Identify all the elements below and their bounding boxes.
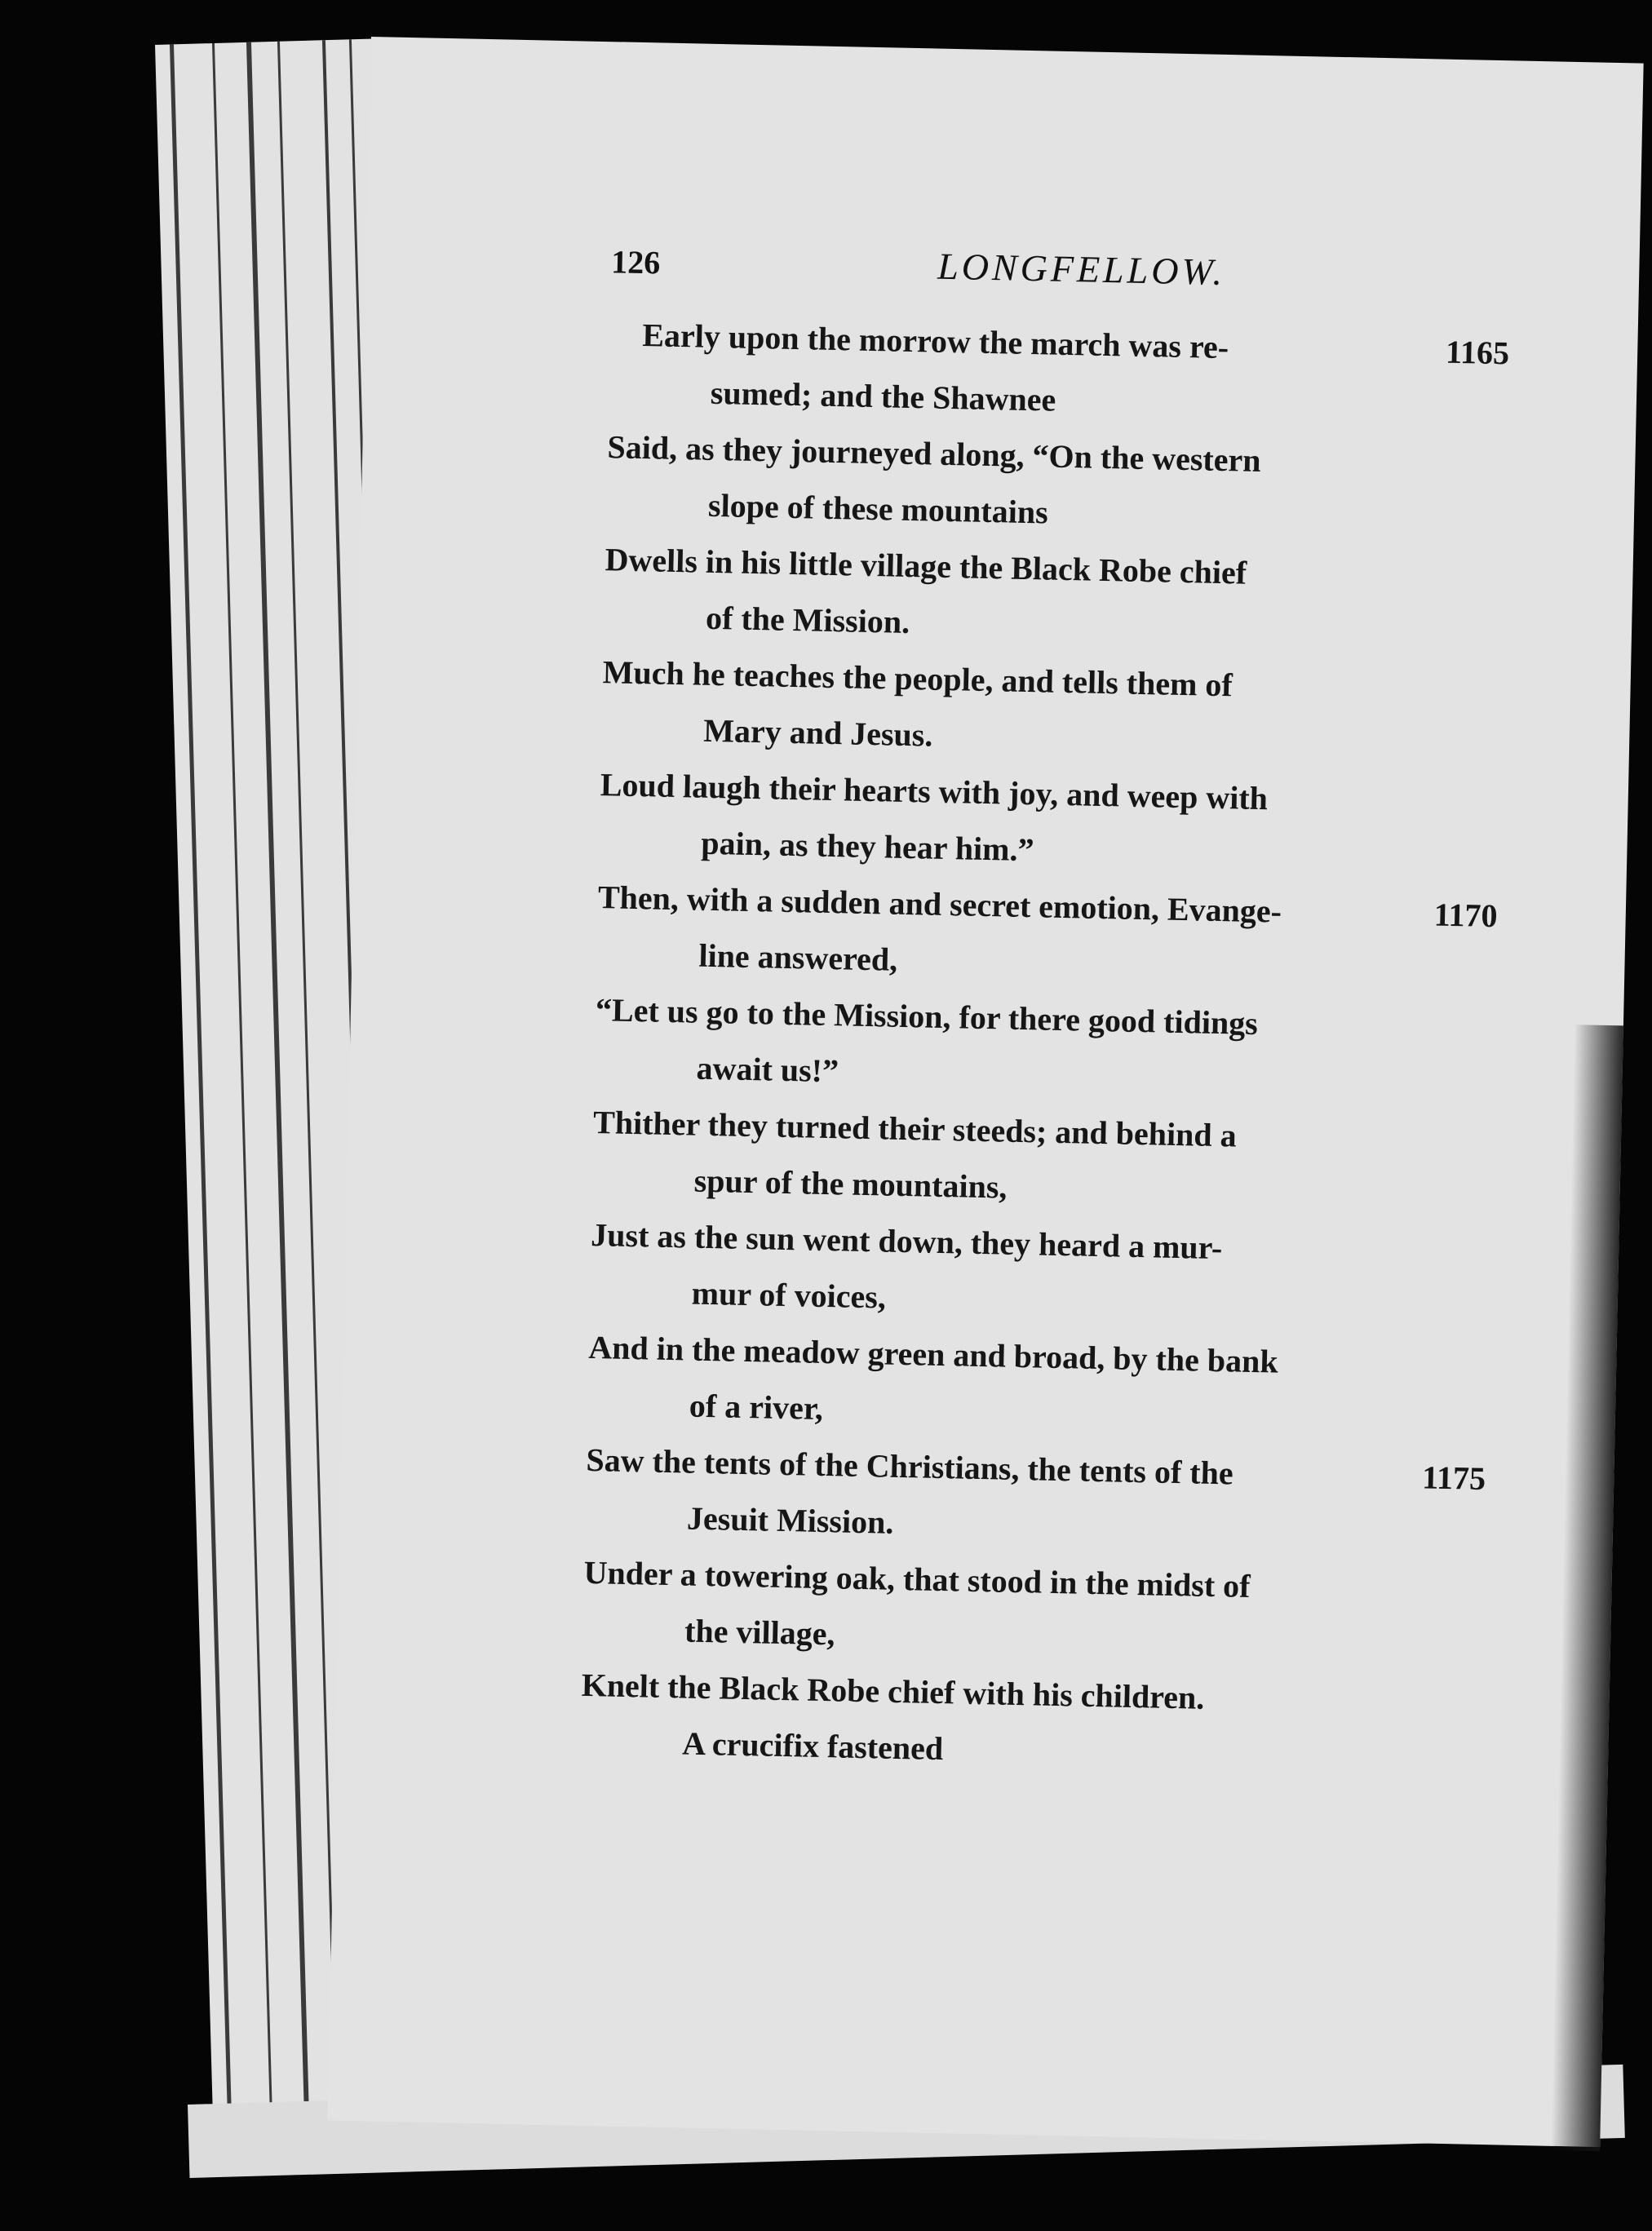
page-edge — [277, 42, 339, 2145]
poem-line-text: line answered, — [698, 936, 898, 978]
poem-line-text: Knelt the Black Robe chief with his children. — [581, 1666, 1205, 1716]
poem-line-text: pain, as they hear him.” — [700, 824, 1034, 869]
poem-line-text: Just as the sun went down, they heard a mur- — [590, 1215, 1223, 1267]
poem-line-text: of the Mission. — [705, 599, 910, 640]
poem-line-text: Early upon the morrow the march was re- — [641, 317, 1229, 366]
poem-line-text: And in the meadow green and broad, by the bank — [587, 1328, 1279, 1380]
poem-line-text: Saw the tents of the Christians, the tents of the — [586, 1441, 1234, 1492]
line-number: 1165 — [1445, 333, 1510, 372]
poem-line-text: spur of the mountains, — [693, 1162, 1008, 1206]
page-number: 126 — [610, 243, 661, 281]
poem-line-text: Much he teaches the people, and tells them of — [602, 653, 1233, 704]
poem-line-text: Dwells in his little village the Black Robe chief — [605, 541, 1247, 591]
poem-line-text: Mary and Jesus. — [702, 711, 933, 754]
poem-text — [579, 315, 1652, 1802]
line-number: 1170 — [1433, 896, 1499, 935]
poem-line-text: Then, with a sudden and secret emotion, Evange- — [597, 879, 1282, 930]
poem-line-text: mur of voices, — [691, 1274, 887, 1316]
poem-line-text: Loud laugh their hearts with joy, and weep with — [600, 766, 1269, 817]
page-header — [610, 237, 1508, 321]
page-edge — [246, 42, 310, 2146]
poem-line-text: Jesuit Mission. — [686, 1499, 894, 1541]
book-page — [327, 37, 1643, 2147]
poem-line-text: of a river, — [689, 1387, 824, 1427]
poem-line-text: sumed; and the Shawnee — [710, 374, 1056, 418]
running-head: LONGFELLOW. — [937, 245, 1226, 293]
poem-line-text: “Let us go to the Mission, for there good tidings — [595, 991, 1259, 1042]
poem-line-text: await us!” — [696, 1049, 839, 1090]
poem-line-text: Thither they turned their steeds; and behind a — [592, 1103, 1238, 1154]
poem-line-text: A crucifix fastened — [681, 1724, 944, 1768]
poem-line-text: the village, — [684, 1612, 836, 1653]
line-number: 1175 — [1421, 1459, 1486, 1497]
poem-line-text: Under a towering oak, that stood in the midst of — [583, 1553, 1251, 1605]
poem-line-text: slope of these mountains — [707, 486, 1049, 531]
poem-line-text: Said, as they journeyed along, “On the western — [607, 428, 1261, 479]
